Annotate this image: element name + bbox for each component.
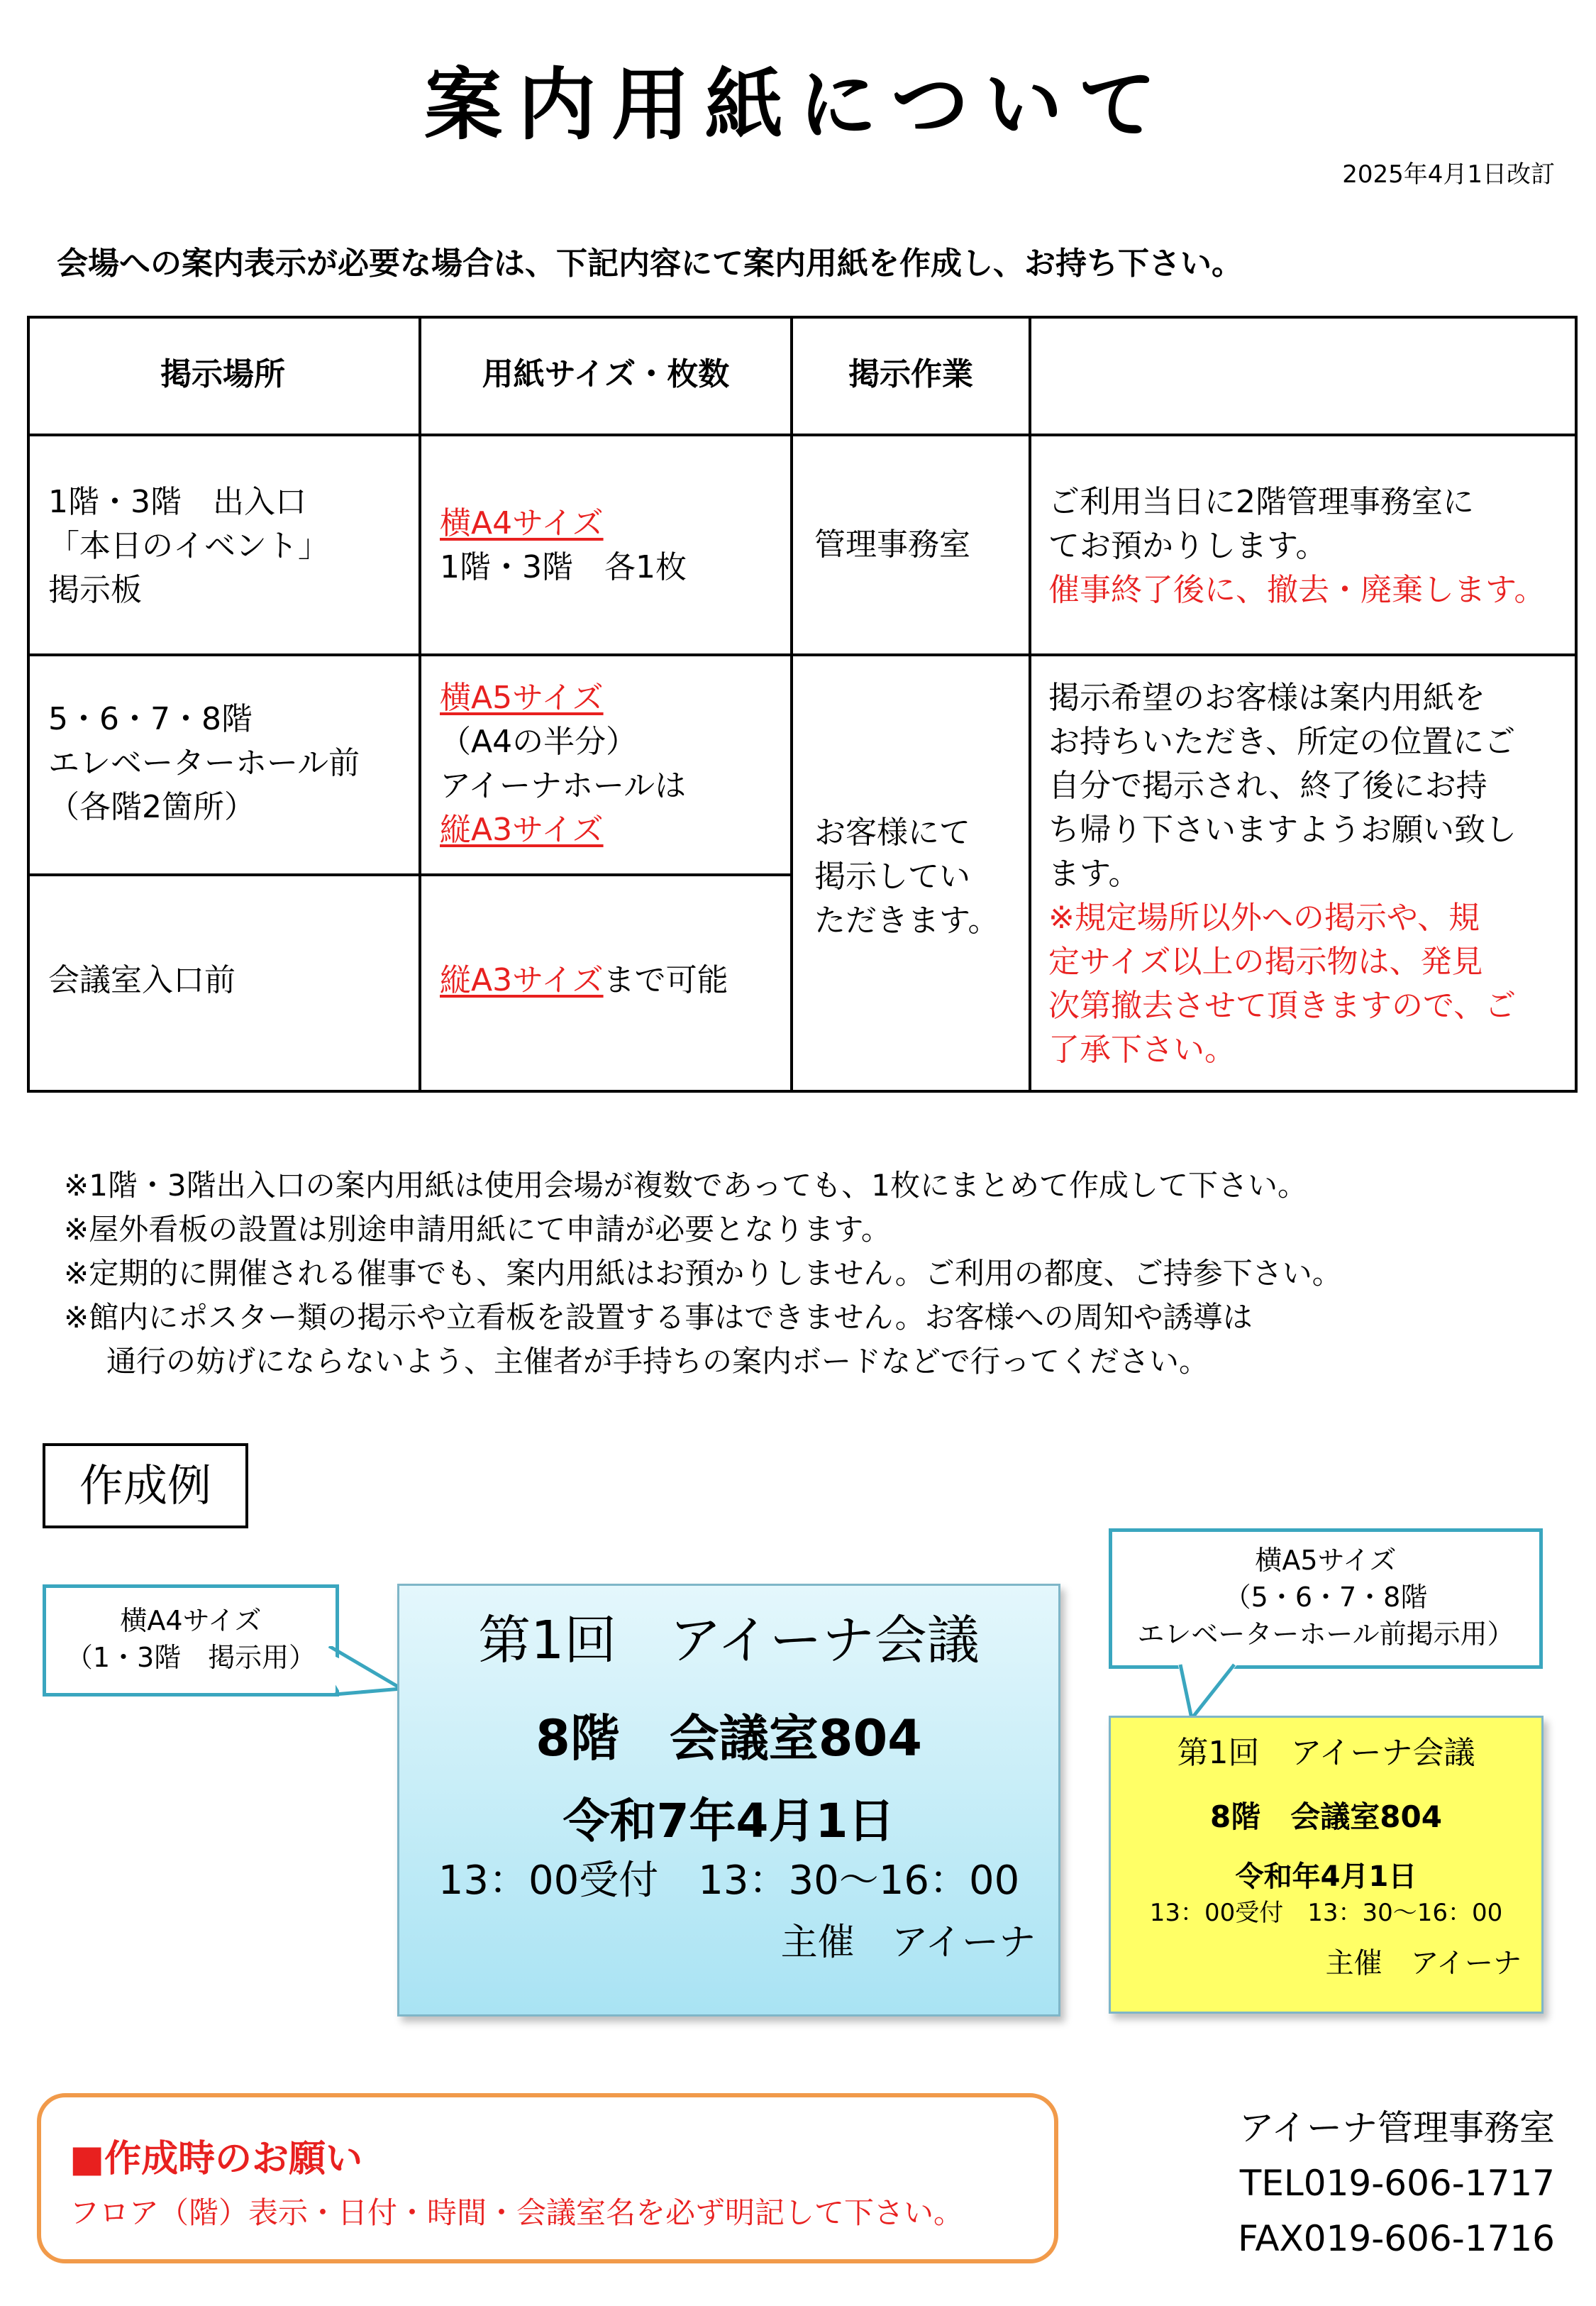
office-tel: TEL019-606-1717 — [1239, 2163, 1555, 2204]
sign-a4-event: 第1回 アイーナ会議 — [478, 1610, 980, 1671]
note-item: ※定期的に開催される催事でも、案内用紙はお預かりしません。ご利用の都度、ご持参下さい。 — [64, 1256, 1342, 1291]
callout-a5: 横A5サイズ （5・6・7・8階 エレベーターホール前掲示用） — [1109, 1528, 1543, 1669]
example-label: 作成例 — [43, 1443, 248, 1528]
row1-work: 管理事務室 — [814, 526, 970, 563]
office-contact — [1238, 2100, 1555, 2266]
merged-note: 掲示希望のお客様は案内用紙を お持ちいただき、所定の位置にご 自分で掲示され、終了後にお持 ち帰り下さいますようお願い致し ます。 ※規定場所以外への掲示や、規 定サイズ以上の掲示物は、発見 次第撤去させて頂きますので、ご 了承下さい。 — [1048, 680, 1517, 1068]
note-item: ※館内にポスター類の掲示や立看板を設置する事はできません。お客様への周知や誘導は — [64, 1300, 1253, 1335]
notes-list — [64, 1164, 1342, 1384]
header-place: 掲示場所 — [160, 356, 285, 392]
merged-work: お客様にて 掲示してい ただきます。 — [814, 815, 999, 939]
callout-a4: 横A4サイズ （1・3階 掲示用） — [43, 1584, 339, 1697]
sign-a4-time: 13：00受付 13：30〜16：00 — [438, 1858, 1020, 1904]
callout-a4-pointer — [312, 1646, 404, 1724]
sample-sign-a4 — [397, 1584, 1060, 2017]
sign-a4-room: 8階 会議室804 — [536, 1709, 922, 1767]
sign-a5-organizer: 主催 アイーナ — [1325, 1947, 1522, 1980]
header-work: 掲示作業 — [848, 356, 973, 392]
sign-a5-date: 令和年4月1日 — [1235, 1860, 1417, 1893]
row3-place: 会議室入口前 — [48, 962, 235, 998]
sign-a5-time: 13：00受付 13：30〜16：00 — [1149, 1899, 1503, 1927]
sign-a4-date: 令和7年4月1日 — [563, 1794, 895, 1848]
row2-place: 5・6・7・8階 エレベーターホール前 （各階2箇所） — [48, 701, 360, 825]
request-text: フロア（階）表示・日付・時間・会議室名を必ず明記して下さい。 — [70, 2195, 964, 2230]
page-title: 案内用紙について — [424, 60, 1172, 150]
note-item: ※屋外看板の設置は別途申請用紙にて申請が必要となります。 — [64, 1212, 891, 1247]
revision-date: 2025年4月1日改訂 — [1342, 160, 1555, 189]
request-box — [37, 2093, 1058, 2263]
office-name: アイーナ管理事務室 — [1238, 2107, 1555, 2148]
row1-size: 横A4サイズ 1階・3階 各1枚 — [440, 505, 687, 585]
request-heading: ■作成時のお願い — [70, 2138, 363, 2180]
sign-a4-organizer: 主催 アイーナ — [780, 1921, 1036, 1964]
row2-size: 横A5サイズ （A4の半分） アイーナホールは 縦A3サイズ — [440, 680, 687, 848]
intro-text: 会場への案内表示が必要な場合は、下記内容にて案内用紙を作成し、お持ち下さい。 — [57, 246, 1243, 282]
note-item: ※1階・3階出入口の案内用紙は使用会場が複数であっても、1枚にまとめて作成して下さい。 — [64, 1168, 1307, 1203]
note-item: 通行の妨げにならないよう、主催者が手持ちの案内ボードなどで行ってください。 — [106, 1344, 1209, 1379]
header-size: 用紙サイズ・枚数 — [482, 356, 730, 392]
sign-a5-event: 第1回 アイーナ会議 — [1177, 1735, 1475, 1771]
office-fax: FAX019-606-1716 — [1238, 2218, 1555, 2259]
sample-sign-a5 — [1109, 1716, 1544, 2014]
row1-note: ご利用当日に2階管理事務室に てお預かりします。 催事終了後に、撤去・廃棄します。 — [1048, 484, 1546, 608]
row3-size: 縦A3サイズまで可能 — [440, 962, 728, 998]
row1-place: 1階・3階 出入口 「本日のイベント」 掲示板 — [48, 484, 329, 608]
guide-table — [27, 316, 1578, 1093]
sign-a5-room: 8階 会議室804 — [1210, 1799, 1442, 1834]
